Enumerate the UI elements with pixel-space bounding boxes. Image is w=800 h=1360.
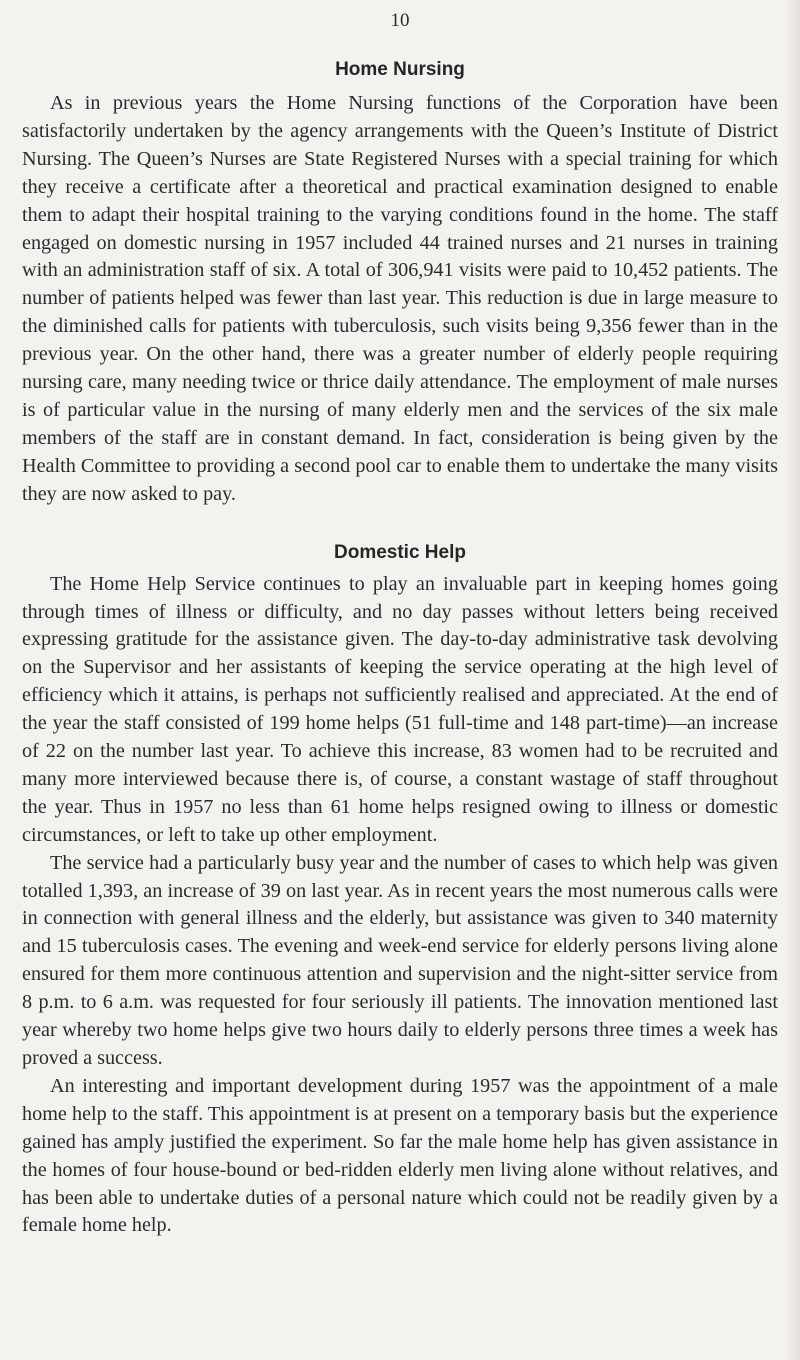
domestic-help-paragraph-1: The Home Help Service continues to play an invaluable part in keeping homes going through times of illness or difficulty, and no day passes without letters being received expressing gratitude for the assistance given. The day-to-day administrative task devolving on the Supervisor and her assistants of keeping the service operating at the high level of efficiency which it attains, is perhaps not sufficiently realised and appreciated. At the end of the year the staff consisted of 199 home helps (51 full-time and 148 part-time)—an increase of 22 on the number last year. To achieve this increase, 83 women had to be recruited and many more interviewed because there is, of course, a constant wastage of staff throughout the year. Thus in 1957 no less than 61 home helps resigned owing to illness or domestic circumstances, or left to take up other employment.: [22, 572, 778, 846]
home-nursing-paragraph: As in previous years the Home Nursing functions of the Corporation have been satisfactorily undertaken by the agency arrangements with the Queen’s Institute of District Nursing. The Queen’s Nurses are State Registered Nurses with a special training for which they receive a certificate after a theoretical and practical examination designed to enable them to adapt their hospital training to the varying conditions found in the home. The staff engaged on domestic nursing in 1957 included 44 trained nurses and 21 nurses in training with an administration staff of six. A total of 306,941 visits were paid to 10,452 patients. The number of patients helped was fewer than last year. This reduction is due in large measure to the diminished calls for patients with tuberculosis, such visits being 9,356 fewer than in the previous year. On the other hand, there was a greater number of elderly people requiring nursing care, many needing twice or thrice daily attendance. The employment of male nurses is of particular value in the nursing of many elderly men and the services of the six male members of the staff are in constant demand. In fact, consideration is being given by the Health Committee to providing a second pool car to enable them to undertake the many visits they are now asked to pay.: [22, 92, 778, 505]
section-heading-domestic-help: Domestic Help: [334, 541, 466, 563]
scan-edge-shadow: [786, 0, 800, 1360]
domestic-help-paragraph-2: The service had a particularly busy year and the number of cases to which help was given totalled 1,393, an increase of 39 on last year. As in recent years the most numerous calls were in connection with general illness and the elderly, but assistance was given to 340 maternity and 15 tuberculosis cases. The evening and week-end service for elderly persons living alone ensured for them more continuous attention and supervision and the night-sitter service from 8 p.m. to 6 a.m. was requested for four seriously ill patients. The innovation mentioned last year whereby two home helps give two hours daily to elderly persons three times a week has proved a success.: [22, 851, 778, 1069]
page-number: 10: [390, 10, 410, 31]
domestic-help-paragraph-3: An interesting and important development during 1957 was the appointment of a male home help to the staff. This appointment is at present on a temporary basis but the experience gained has amply justified the experiment. So far the male home help has given assistance in the homes of four house-bound or bed-ridden elderly men living alone without relatives, and has been able to undertake duties of a personal nature which could not be readily given by a female home help.: [22, 1074, 778, 1237]
section-heading-home-nursing: Home Nursing: [335, 59, 465, 80]
